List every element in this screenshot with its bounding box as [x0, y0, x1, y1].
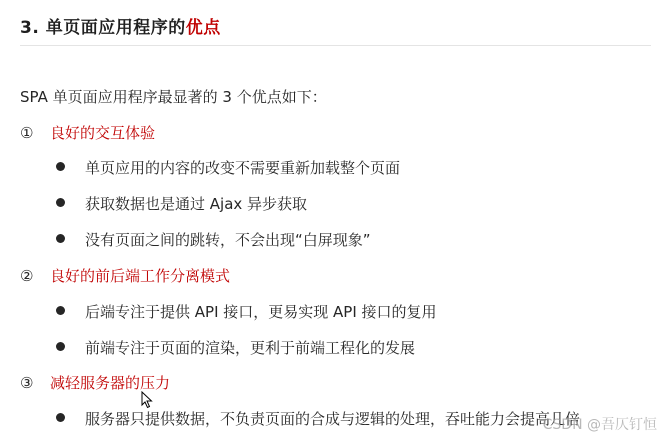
bullet-dot-icon	[56, 198, 65, 207]
section-3-label: 减轻服务器的压力	[50, 374, 171, 392]
bullet-dot-icon	[56, 234, 65, 243]
section-1-number: ①	[20, 124, 34, 142]
list-item-text: 单页应用的内容的改变不需要重新加载整个页面	[85, 159, 401, 177]
section-3-number: ③	[20, 374, 34, 392]
list-item	[56, 157, 400, 178]
intro-text: SPA 单页面应用程序最显著的 3 个优点如下：	[20, 88, 327, 106]
section-1-label: 良好的交互体验	[50, 124, 156, 142]
heading-highlight: 优点	[185, 18, 221, 38]
bullet-dot-icon	[56, 413, 65, 422]
list-item-text: 获取数据也是通过 Ajax 异步获取	[85, 195, 308, 213]
list-item-text: 服务器只提供数据，不负责页面的合成与逻辑的处理，吞吐能力会提高几倍	[85, 410, 581, 428]
section-2-label: 良好的前后端工作分离模式	[50, 267, 231, 285]
list-item-text: 没有页面之间的跳转，不会出现“白屏现象”	[85, 231, 371, 249]
list-item	[56, 337, 415, 358]
mouse-cursor-icon	[141, 391, 153, 409]
list-item-text: 前端专注于页面的渲染，更利于前端工程化的发展	[85, 339, 416, 357]
watermark: CSDN @吾仄钉恒	[542, 417, 657, 433]
list-item-text: 后端专注于提供 API 接口，更易实现 API 接口的复用	[85, 303, 437, 321]
bullet-dot-icon	[56, 306, 65, 315]
section-2-number: ②	[20, 267, 34, 285]
list-item	[56, 229, 371, 250]
list-item	[56, 193, 307, 214]
heading-divider	[20, 45, 651, 46]
section-3-title	[20, 372, 170, 393]
section-heading	[20, 13, 221, 38]
section-2-title	[20, 265, 230, 286]
heading-text: 3. 单页面应用程序的	[20, 18, 186, 38]
bullet-dot-icon	[56, 162, 65, 171]
list-item	[56, 408, 580, 429]
bullet-dot-icon	[56, 342, 65, 351]
list-item	[56, 301, 437, 322]
section-1-title	[20, 122, 155, 143]
